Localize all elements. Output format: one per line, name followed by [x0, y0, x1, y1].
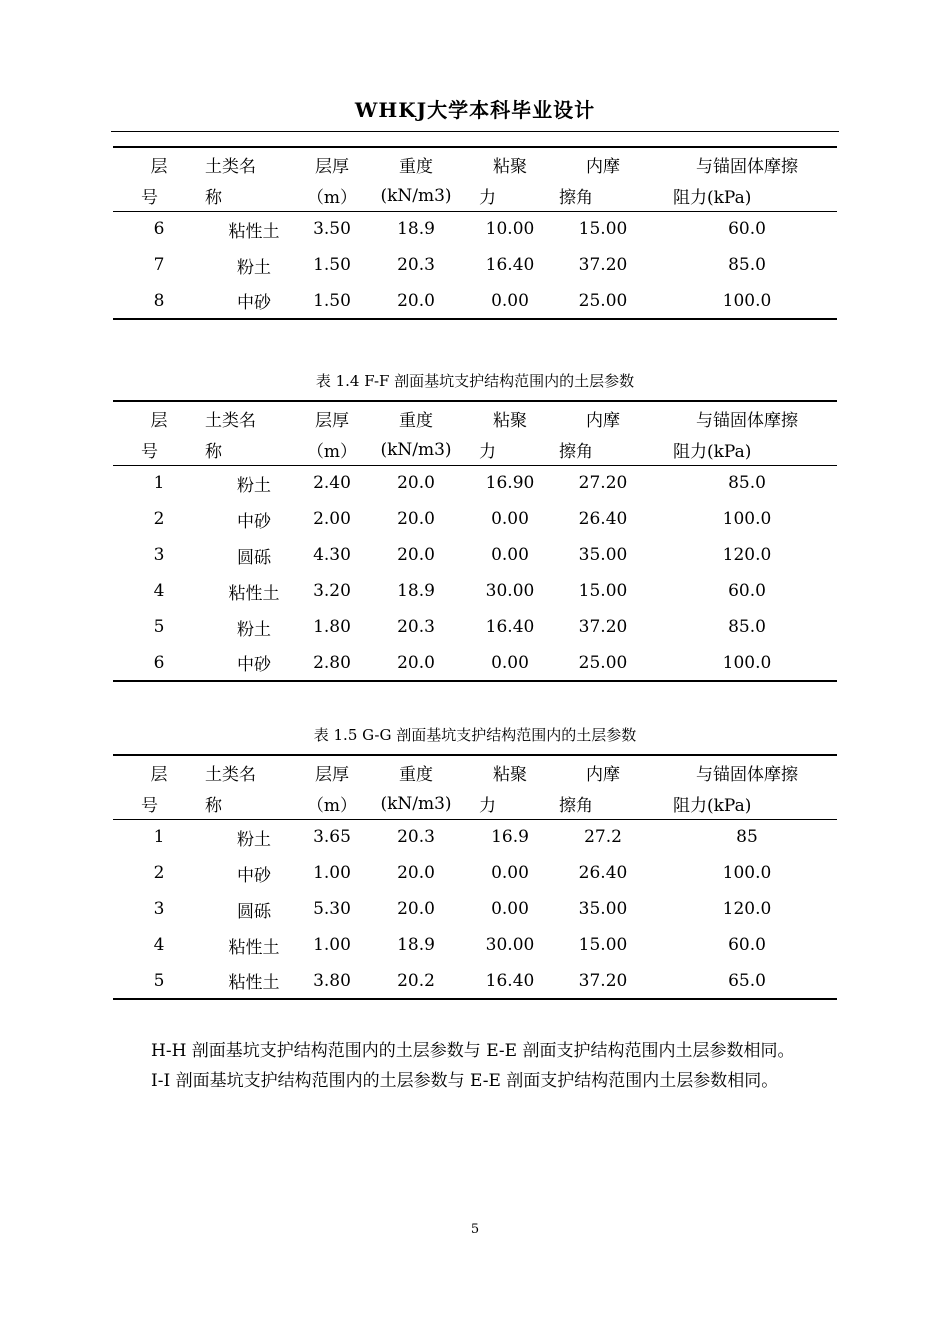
col-thickness-h1: 层厚 — [315, 411, 349, 431]
col-cohesion-h1: 粘聚 — [493, 765, 527, 785]
cell-friction-angle: 15.00 — [578, 581, 628, 601]
cell-layer-no: 1 — [153, 827, 165, 848]
col-friction-angle-h1: 内摩 — [586, 411, 620, 431]
cell-unit-weight: 20.0 — [397, 290, 435, 311]
cell-cohesion: 30.00 — [485, 581, 535, 601]
cell-anchor-friction: 120.0 — [722, 545, 772, 565]
table-caption-1-4: 表 1.4 F-F 剖面基坑支护结构范围内的土层参数 — [315, 372, 635, 390]
cell-unit-weight: 18.9 — [397, 581, 435, 601]
cell-cohesion: 0.00 — [491, 899, 529, 919]
table-row — [113, 855, 837, 891]
cell-anchor-friction: 60.0 — [728, 219, 766, 240]
col-cohesion-h2: 力 — [471, 181, 549, 211]
cell-thickness: 3.20 — [313, 581, 351, 601]
cell-soil-type: 圆砾 — [237, 901, 271, 922]
cell-anchor-friction: 100.0 — [722, 863, 772, 883]
cell-friction-angle: 25.00 — [578, 652, 628, 673]
col-cohesion-h1: 粘聚 — [493, 157, 527, 177]
cell-unit-weight: 18.9 — [397, 935, 435, 955]
cell-layer-no: 2 — [153, 509, 165, 529]
cell-thickness: 3.80 — [313, 970, 351, 991]
cell-cohesion: 0.00 — [491, 652, 529, 673]
cell-friction-angle: 37.20 — [578, 255, 628, 275]
cell-cohesion: 16.40 — [485, 617, 535, 637]
cell-anchor-friction: 60.0 — [728, 935, 766, 955]
cell-friction-angle: 26.40 — [578, 509, 628, 529]
cell-unit-weight: 18.9 — [397, 219, 435, 240]
cell-friction-angle: 37.20 — [578, 970, 628, 991]
table-row — [113, 609, 837, 645]
table-row — [113, 963, 837, 999]
cell-thickness: 2.80 — [313, 652, 351, 673]
col-soil-type-h1: 土类名 — [205, 411, 256, 431]
cell-thickness: 1.80 — [313, 617, 351, 637]
col-anchor-friction-h2: 阻力(kPa) — [657, 789, 837, 819]
col-unit-weight-h2: (kN/m3) — [361, 181, 471, 211]
cell-thickness: 4.30 — [313, 545, 351, 565]
cell-layer-no: 6 — [153, 219, 165, 240]
cell-layer-no: 8 — [153, 290, 165, 311]
cell-anchor-friction: 120.0 — [722, 899, 772, 919]
table-row — [113, 537, 837, 573]
soil-table-f-f — [113, 400, 837, 682]
page-header-title: WHKJ大学本科毕业设计 — [354, 98, 596, 122]
cell-friction-angle: 15.00 — [578, 935, 628, 955]
col-thickness-h2: （m） — [303, 789, 361, 819]
cell-friction-angle: 27.2 — [584, 827, 622, 848]
col-layer-no-h2: 号 — [113, 789, 205, 819]
col-friction-angle-h1: 内摩 — [586, 157, 620, 177]
cell-soil-type: 粘性土 — [228, 937, 280, 958]
cell-friction-angle: 35.00 — [578, 545, 628, 565]
col-soil-type-h1: 土类名 — [205, 157, 256, 177]
cell-unit-weight: 20.3 — [397, 617, 435, 637]
table-caption-1-5: 表 1.5 G-G 剖面基坑支护结构范围内的土层参数 — [313, 726, 637, 744]
cell-unit-weight: 20.0 — [397, 509, 435, 529]
table-row — [113, 283, 837, 319]
cell-cohesion: 16.40 — [485, 970, 535, 991]
cell-anchor-friction: 100.0 — [722, 509, 772, 529]
col-layer-no-h1: 层 — [150, 765, 168, 785]
cell-unit-weight: 20.0 — [397, 899, 435, 919]
cell-cohesion: 10.00 — [485, 219, 535, 240]
soil-table-continued — [113, 146, 837, 320]
cell-friction-angle: 26.40 — [578, 863, 628, 883]
cell-layer-no: 4 — [153, 581, 165, 601]
col-unit-weight-h1: 重度 — [399, 765, 433, 785]
cell-cohesion: 0.00 — [491, 863, 529, 883]
cell-cohesion: 16.9 — [491, 827, 529, 848]
cell-unit-weight: 20.3 — [397, 827, 435, 848]
col-layer-no-h1: 层 — [150, 411, 168, 431]
cell-thickness: 1.50 — [313, 255, 351, 275]
cell-soil-type: 圆砾 — [237, 547, 271, 568]
table-row — [113, 501, 837, 537]
col-friction-angle-h1: 内摩 — [586, 765, 620, 785]
col-friction-angle-h2: 擦角 — [549, 789, 657, 819]
col-layer-no-h2: 号 — [113, 181, 205, 211]
table-row — [113, 819, 837, 855]
cell-unit-weight: 20.0 — [397, 863, 435, 883]
cell-layer-no: 3 — [153, 545, 165, 565]
cell-layer-no: 7 — [153, 255, 165, 275]
cell-anchor-friction: 100.0 — [722, 652, 772, 673]
cell-cohesion: 0.00 — [491, 290, 529, 311]
col-cohesion-h1: 粘聚 — [493, 411, 527, 431]
cell-cohesion: 30.00 — [485, 935, 535, 955]
col-layer-no-h1: 层 — [150, 157, 168, 177]
cell-soil-type: 粘性土 — [228, 973, 280, 993]
col-soil-type-h2: 称 — [205, 435, 303, 465]
cell-thickness: 2.00 — [313, 509, 351, 529]
cell-friction-angle: 37.20 — [578, 617, 628, 637]
table-row — [113, 645, 837, 681]
cell-thickness: 3.50 — [313, 219, 351, 240]
table-row — [113, 927, 837, 963]
table-row — [113, 573, 837, 609]
cell-anchor-friction: 100.0 — [722, 290, 772, 311]
cell-cohesion: 16.90 — [485, 473, 535, 494]
cell-layer-no: 6 — [153, 652, 165, 673]
table-row — [113, 465, 837, 501]
col-anchor-friction-h1: 与锚固体摩擦 — [696, 411, 798, 431]
body-text — [113, 1036, 837, 1096]
cell-layer-no: 4 — [153, 935, 165, 955]
cell-unit-weight: 20.2 — [397, 970, 435, 991]
cell-cohesion: 0.00 — [491, 545, 529, 565]
cell-soil-type: 中砂 — [237, 655, 271, 675]
cell-anchor-friction: 85.0 — [728, 473, 766, 494]
col-thickness-h1: 层厚 — [315, 157, 349, 177]
table-row — [113, 247, 837, 283]
table-row — [113, 891, 837, 927]
cell-layer-no: 5 — [153, 970, 165, 991]
col-soil-type-h1: 土类名 — [205, 765, 256, 785]
cell-cohesion: 16.40 — [485, 255, 535, 275]
cell-soil-type: 中砂 — [237, 511, 271, 532]
cell-thickness: 5.30 — [313, 899, 351, 919]
col-cohesion-h2: 力 — [471, 789, 549, 819]
col-soil-type-h2: 称 — [205, 789, 303, 819]
cell-soil-type: 中砂 — [237, 293, 271, 313]
cell-anchor-friction: 85.0 — [728, 255, 766, 275]
cell-anchor-friction: 85.0 — [728, 617, 766, 637]
cell-unit-weight: 20.0 — [397, 652, 435, 673]
cell-cohesion: 0.00 — [491, 509, 529, 529]
col-friction-angle-h2: 擦角 — [549, 181, 657, 211]
col-thickness-h2: （m） — [303, 435, 361, 465]
col-anchor-friction-h2: 阻力(kPa) — [657, 181, 837, 211]
table-row — [113, 211, 837, 247]
cell-anchor-friction: 60.0 — [728, 581, 766, 601]
col-friction-angle-h2: 擦角 — [549, 435, 657, 465]
cell-friction-angle: 15.00 — [578, 219, 628, 240]
cell-layer-no: 1 — [153, 473, 165, 494]
col-layer-no-h2: 号 — [113, 435, 205, 465]
cell-friction-angle: 35.00 — [578, 899, 628, 919]
cell-anchor-friction: 65.0 — [728, 970, 766, 991]
cell-soil-type: 中砂 — [237, 865, 271, 886]
col-unit-weight-h2: (kN/m3) — [361, 435, 471, 465]
col-unit-weight-h1: 重度 — [399, 157, 433, 177]
cell-friction-angle: 25.00 — [578, 290, 628, 311]
cell-soil-type: 粘性土 — [228, 583, 280, 604]
col-anchor-friction-h1: 与锚固体摩擦 — [696, 157, 798, 177]
cell-thickness: 1.00 — [313, 935, 351, 955]
cell-soil-type: 粉土 — [237, 257, 271, 278]
col-cohesion-h2: 力 — [471, 435, 549, 465]
col-unit-weight-h1: 重度 — [399, 411, 433, 431]
cell-soil-type: 粉土 — [237, 475, 271, 496]
header-rule — [111, 131, 839, 132]
col-soil-type-h2: 称 — [205, 181, 303, 211]
page-number: 5 — [470, 1222, 480, 1237]
col-unit-weight-h2: (kN/m3) — [361, 789, 471, 819]
cell-unit-weight: 20.3 — [397, 255, 435, 275]
paragraph-i-i: I-I 剖面基坑支护结构范围内的土层参数与 E-E 剖面支护结构范围内土层参数相同。 — [151, 1071, 779, 1091]
cell-soil-type: 粘性土 — [228, 221, 280, 242]
cell-unit-weight: 20.0 — [397, 473, 435, 494]
cell-friction-angle: 27.20 — [578, 473, 628, 494]
cell-layer-no: 3 — [153, 899, 165, 919]
col-thickness-h1: 层厚 — [315, 765, 349, 785]
cell-layer-no: 5 — [153, 617, 165, 637]
soil-table-g-g — [113, 754, 837, 1000]
cell-thickness: 1.00 — [313, 863, 351, 883]
col-thickness-h2: （m） — [303, 181, 361, 211]
cell-soil-type: 粉土 — [237, 829, 271, 850]
cell-thickness: 3.65 — [313, 827, 351, 848]
cell-thickness: 2.40 — [313, 473, 351, 494]
cell-anchor-friction: 85 — [736, 827, 758, 848]
cell-layer-no: 2 — [153, 863, 165, 883]
col-anchor-friction-h1: 与锚固体摩擦 — [696, 765, 798, 785]
paragraph-h-h: H-H 剖面基坑支护结构范围内的土层参数与 E-E 剖面支护结构范围内土层参数相同。 — [151, 1041, 795, 1061]
cell-soil-type: 粉土 — [237, 619, 271, 640]
col-anchor-friction-h2: 阻力(kPa) — [657, 435, 837, 465]
cell-unit-weight: 20.0 — [397, 545, 435, 565]
cell-thickness: 1.50 — [313, 290, 351, 311]
